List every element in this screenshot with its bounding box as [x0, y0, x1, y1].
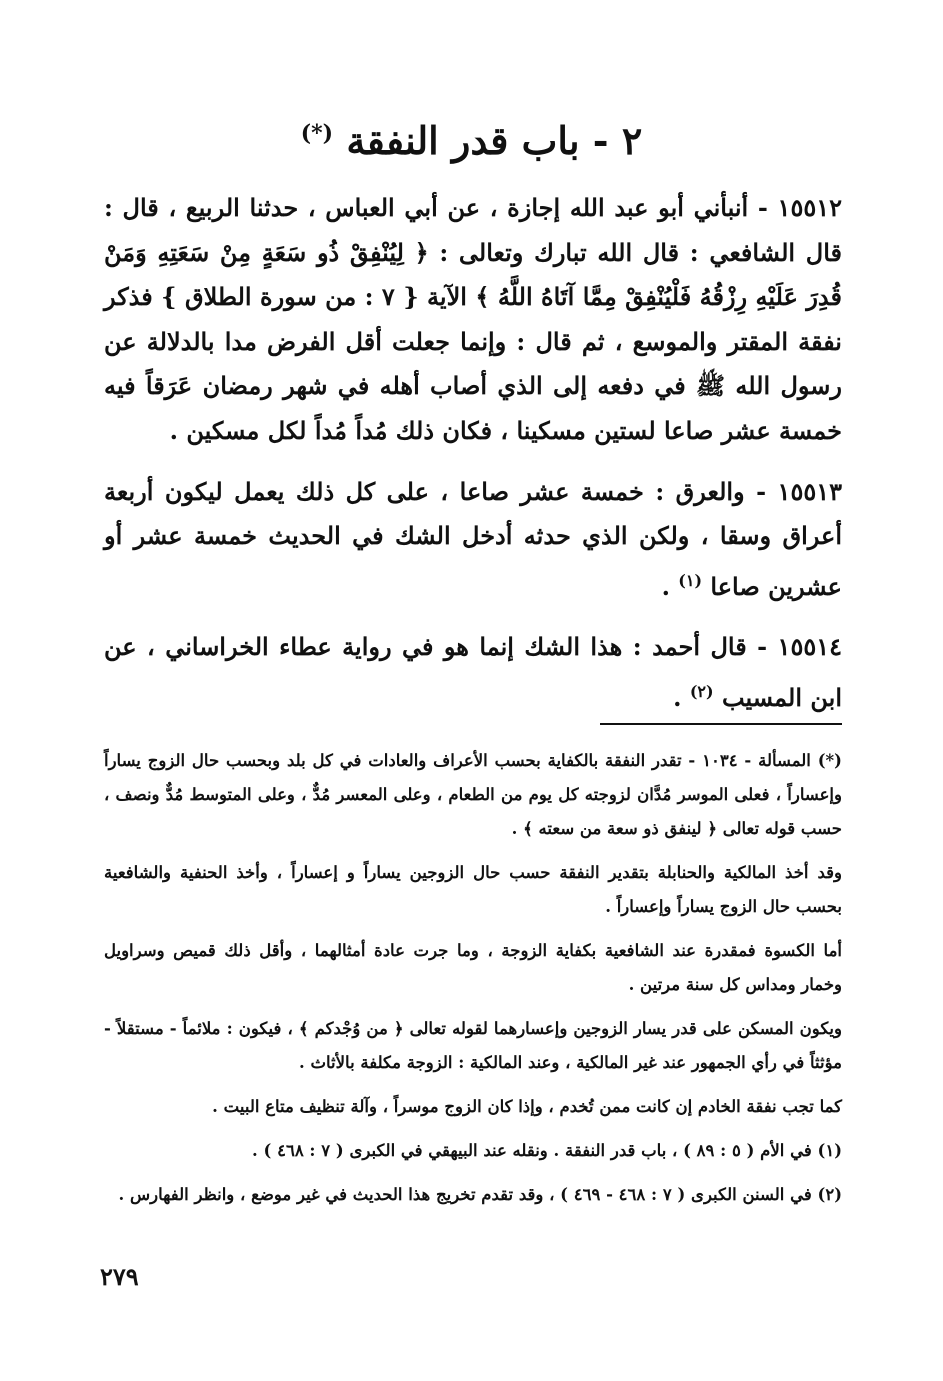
hadith-15514	[104, 625, 842, 720]
hadith-15514-end: .	[673, 682, 690, 712]
hadith-15512: ١٥٥١٢ - أنبأني أبو عبد الله إجازة ، عن أبي العباس ، حدثنا الربيع ، قال : قال الشافعي : قال الله تبارك وتعالى : ﴿ لِيُنْفِقْ ذُو سَعَةٍ مِنْ سَعَتِهِ وَمَنْ قُدِرَ عَلَيْهِ رِزْقُهُ فَلْيُنْفِقْ مِمَّا آتَاهُ اللَّهُ ﴾ الآية { ٧ : من سورة الطلاق } فذكر نفقة المقتر والموسع ، ثم قال : وإنما جعلت أقل الفرض مدا بالدلالة عن رسول الله ﷺ في دفعه إلى الذي أصاب أهله في شهر رمضان عَرَقاً فيه خمسة عشر صاعا لستين مسكينا ، فكان ذلك مُداً مُداً لكل مسكين .	[104, 193, 842, 445]
footnote-servant-note: كما تجب نفقة الخادم إن كانت ممن تُخدم ، وإذا كان الزوج موسراً ، وآلة تنظيف متاع البيت .	[212, 1097, 842, 1116]
footnotes	[104, 744, 842, 1222]
hadith-15513	[104, 470, 842, 610]
footnote-issue-note: (*) المسألة - ١٠٣٤ - تقدر النفقة بالكفاية بحسب الأعراف والعادات في كل بلد وبحسب حال الزوج يساراً وإعساراً ، فعلى الموسر مُدَّان لزوجته كل يوم من الطعام ، وعلى المعسر مُدٌّ ، وعلى المتوسط مُدٌّ ونصف ، حسب قوله تعالى ﴿ لينفق ذو سعة من سعته ﴾ .	[104, 751, 842, 838]
footnote-ref-2: (٢)	[689, 681, 714, 701]
hadith-15513-end: .	[661, 571, 679, 601]
footnote-1: (١) في الأم ( ٥ : ٨٩ ) ، باب قدر النفقة . ونقله عند البيهقي في الكبرى ( ٧ : ٤٦٨ ) .	[252, 1141, 842, 1160]
footnote-separator	[600, 723, 842, 725]
footnote-clothing-note: أما الكسوة فمقدرة عند الشافعية بكفاية الزوجة ، وما جرت عادة أمثالهما ، وأقل ذلك قميص وسراويل وخمار ومداس كل سنة مرتين .	[104, 941, 842, 994]
hadith-15513-text: ١٥٥١٣ - والعرق : خمسة عشر صاعا ، على كل ذلك يعمل ليكون أربعة أعراق وسقا ، ولكن الذي حدثه أدخل الشك في الحديث خمسة عشر أو عشرين صاعا	[104, 476, 842, 601]
chapter-footnote-mark: (*)	[300, 120, 334, 147]
chapter-title-text: ٢ - باب قدر النفقة	[346, 118, 643, 163]
footnote-housing-note: ويكون المسكن على قدر يسار الزوجين وإعسارهما لقوله تعالى ﴿ من وُجْدكم ﴾ ، فيكون : ملائماً - مستقلاً - مؤثثاً في رأي الجمهور عند غير المالكية ، وعند المالكية : الزوجة مكلفة بالأثاث .	[104, 1019, 842, 1072]
main-text	[104, 186, 842, 737]
footnote-2: (٢) في السنن الكبرى ( ٧ : ٤٦٨ - ٤٦٩ ) ، وقد تقدم تخريج هذا الحديث في غير موضع ، وانظر الفهارس .	[118, 1185, 842, 1204]
chapter-title	[0, 118, 943, 163]
hadith-15514-text: ١٥٥١٤ - قال أحمد : هذا الشك إنما هو في رواية عطاء الخراساني ، عن ابن المسيب	[104, 632, 842, 712]
footnote-ref-1: (١)	[678, 570, 703, 590]
footnote-schools-note: وقد أخذ المالكية والحنابلة بتقدير النفقة حسب حال الزوجين يساراً و إعساراً ، وأخذ الحنفية والشافعية بحسب حال الزوج يساراً وإعساراً .	[104, 863, 842, 916]
page-number: ٢٧٩	[100, 1262, 139, 1291]
